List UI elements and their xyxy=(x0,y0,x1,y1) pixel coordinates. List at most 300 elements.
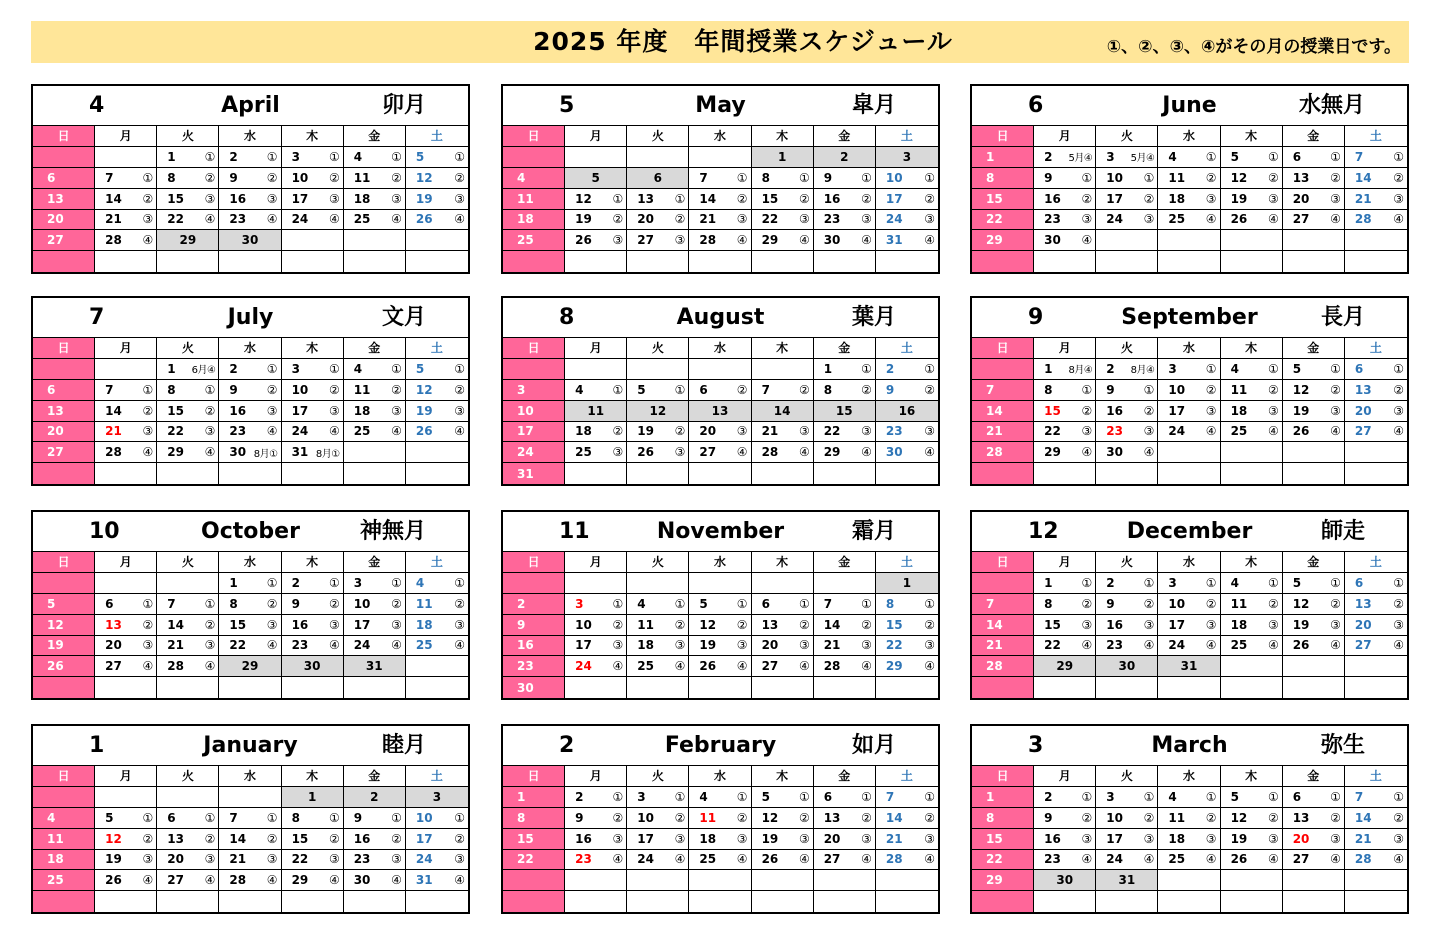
day-cell xyxy=(752,615,814,636)
sunday-cell xyxy=(33,442,95,463)
day-number: 24 xyxy=(1106,852,1123,867)
weekday-header: 金 xyxy=(1283,126,1345,147)
day-cell xyxy=(1221,380,1283,401)
day-number: 18 xyxy=(1230,403,1248,418)
day-number: 24 xyxy=(1168,638,1186,653)
day-number: 8 xyxy=(517,810,526,825)
day-cell xyxy=(1283,594,1345,615)
day-cell xyxy=(1096,636,1158,657)
class-mark: ④ xyxy=(391,638,402,653)
class-mark: ③ xyxy=(328,191,340,206)
day-cell xyxy=(95,422,157,443)
sunday-cell xyxy=(972,210,1034,231)
day-number: 3 xyxy=(432,789,442,804)
day-number: 4 xyxy=(637,596,646,611)
weekday-header: 月 xyxy=(565,552,627,573)
day-number: 8 xyxy=(823,382,833,397)
month-name: May xyxy=(695,93,746,118)
day-number: 15 xyxy=(291,831,309,846)
day-number: 14 xyxy=(986,403,1003,418)
day-cell xyxy=(282,380,344,401)
day-cell xyxy=(219,422,281,443)
day-cell xyxy=(1034,636,1096,657)
day-number: 16 xyxy=(517,638,534,653)
day-cell xyxy=(1221,808,1283,829)
day-cell xyxy=(1158,380,1220,401)
day-cell xyxy=(876,615,938,636)
day-cell xyxy=(627,594,689,615)
day-cell xyxy=(876,870,938,891)
day-cell xyxy=(1158,891,1220,912)
day-number: 13 xyxy=(1292,810,1310,825)
day-number: 1 xyxy=(229,575,238,590)
sunday-cell xyxy=(33,401,95,422)
sunday-cell xyxy=(503,870,565,891)
class-mark: ③ xyxy=(1393,191,1404,206)
day-cell xyxy=(1221,850,1283,871)
class-mark: ④ xyxy=(1143,445,1155,460)
day-number: 21 xyxy=(823,638,841,653)
day-cell xyxy=(565,230,627,251)
weekday-header: 火 xyxy=(627,338,689,359)
day-number: 27 xyxy=(1292,212,1310,227)
day-number: 2 xyxy=(1044,789,1053,804)
class-mark: ② xyxy=(1081,810,1093,825)
weekday-header: 木 xyxy=(752,766,814,787)
day-number: 30 xyxy=(303,659,321,674)
day-cell xyxy=(689,168,751,189)
sunday-cell xyxy=(33,210,95,231)
day-cell xyxy=(344,787,406,808)
day-number: 20 xyxy=(1292,191,1310,206)
day-number: 4 xyxy=(1168,149,1177,164)
day-cell xyxy=(814,230,876,251)
class-mark: ① xyxy=(1143,575,1155,590)
day-number: 31 xyxy=(1118,873,1136,888)
day-number: 5 xyxy=(591,170,600,185)
day-cell xyxy=(344,168,406,189)
weekday-header: 木 xyxy=(282,126,344,147)
day-cell xyxy=(95,594,157,615)
weekday-header: 火 xyxy=(1096,338,1158,359)
sunday-cell xyxy=(503,168,565,189)
day-cell xyxy=(1034,594,1096,615)
day-number: 11 xyxy=(353,382,371,397)
day-cell xyxy=(814,677,876,698)
class-mark: ④ xyxy=(798,233,810,248)
day-cell xyxy=(1283,850,1345,871)
class-mark: ① xyxy=(1393,361,1404,376)
day-number: 6 xyxy=(1354,361,1364,376)
day-number: 9 xyxy=(517,617,526,632)
month-name: October xyxy=(201,519,300,544)
day-cell xyxy=(95,401,157,422)
day-cell xyxy=(406,230,468,251)
day-cell xyxy=(1345,251,1407,272)
day-number: 17 xyxy=(517,424,534,439)
day-cell xyxy=(565,442,627,463)
day-cell xyxy=(344,808,406,829)
day-cell xyxy=(1283,147,1345,168)
day-cell xyxy=(1034,230,1096,251)
day-number: 20 xyxy=(167,852,184,867)
day-number: 24 xyxy=(885,212,903,227)
day-cell xyxy=(565,870,627,891)
weekday-header: 水 xyxy=(219,126,281,147)
day-number: 21 xyxy=(986,638,1003,653)
sunday-cell xyxy=(33,422,95,443)
class-mark: ③ xyxy=(142,212,154,227)
class-mark: ② xyxy=(1143,403,1155,418)
day-cell xyxy=(1096,251,1158,272)
class-mark: ③ xyxy=(328,617,340,632)
day-cell xyxy=(1283,573,1345,594)
class-mark: ② xyxy=(1330,596,1341,611)
month-name: November xyxy=(656,519,785,544)
day-cell xyxy=(876,677,938,698)
day-cell xyxy=(1221,359,1283,380)
sunday-cell xyxy=(972,636,1034,657)
day-cell xyxy=(627,189,689,210)
day-cell xyxy=(814,251,876,272)
day-number: 29 xyxy=(986,873,1003,888)
class-mark: ① xyxy=(1205,789,1217,804)
day-number: 20 xyxy=(1354,403,1372,418)
day-number: 26 xyxy=(415,212,433,227)
day-cell xyxy=(1221,787,1283,808)
day-number: 9 xyxy=(1106,596,1115,611)
day-cell xyxy=(876,230,938,251)
day-cell xyxy=(1283,401,1345,422)
day-cell xyxy=(627,850,689,871)
day-cell xyxy=(219,870,281,891)
class-mark: ③ xyxy=(861,638,872,653)
class-mark: ④ xyxy=(924,659,935,674)
month-japanese-name: 師走 xyxy=(1320,519,1365,544)
day-number: 9 xyxy=(1106,382,1115,397)
weekday-header: 木 xyxy=(1221,766,1283,787)
class-mark: ④ xyxy=(266,212,278,227)
class-mark: ② xyxy=(1267,170,1279,185)
class-mark: ③ xyxy=(1267,191,1279,206)
class-mark: ① xyxy=(391,361,402,376)
month-name: March xyxy=(1151,733,1228,758)
class-mark: ③ xyxy=(391,403,402,418)
class-mark: ② xyxy=(266,831,278,846)
day-cell xyxy=(406,615,468,636)
weekday-header: 日 xyxy=(972,126,1034,147)
day-cell xyxy=(95,189,157,210)
day-cell xyxy=(344,230,406,251)
class-mark: ③ xyxy=(1205,191,1217,206)
day-cell xyxy=(157,636,219,657)
day-number: 7 xyxy=(167,596,176,611)
class-mark: ② xyxy=(924,382,935,397)
weekday-header: 金 xyxy=(814,552,876,573)
weekday-header: 火 xyxy=(627,766,689,787)
day-cell xyxy=(689,656,751,677)
day-cell xyxy=(1096,189,1158,210)
weekday-header: 土 xyxy=(876,338,938,359)
sunday-cell xyxy=(972,808,1034,829)
day-number: 27 xyxy=(167,873,184,888)
day-cell xyxy=(689,787,751,808)
class-mark: ② xyxy=(1267,810,1279,825)
day-number: 13 xyxy=(1354,596,1372,611)
day-number: 24 xyxy=(1106,212,1123,227)
day-cell xyxy=(814,573,876,594)
day-number: 21 xyxy=(986,424,1003,439)
day-number: 2 xyxy=(370,789,379,804)
weekday-header: 月 xyxy=(1034,552,1096,573)
day-cell xyxy=(1034,615,1096,636)
day-cell xyxy=(1345,891,1407,912)
day-number: 18 xyxy=(517,212,534,227)
day-cell xyxy=(282,850,344,871)
class-mark: ③ xyxy=(924,424,935,439)
class-mark: ② xyxy=(454,831,465,846)
day-cell xyxy=(1158,168,1220,189)
day-number: 9 xyxy=(1044,810,1053,825)
day-cell xyxy=(1221,168,1283,189)
sunday-cell xyxy=(33,615,95,636)
month-days-grid xyxy=(33,338,468,484)
day-number: 19 xyxy=(105,852,122,867)
day-cell xyxy=(1345,829,1407,850)
sunday-cell xyxy=(33,168,95,189)
weekday-header: 月 xyxy=(95,766,157,787)
month-number: 2 xyxy=(559,733,575,758)
day-number: 7 xyxy=(986,382,995,397)
day-cell xyxy=(565,677,627,698)
day-number: 22 xyxy=(885,638,903,653)
day-number: 3 xyxy=(575,596,584,611)
class-mark: ② xyxy=(328,382,340,397)
class-mark: ③ xyxy=(798,638,810,653)
class-mark: ③ xyxy=(924,831,935,846)
day-cell xyxy=(344,210,406,231)
day-number: 26 xyxy=(575,233,592,248)
day-number: 22 xyxy=(167,212,184,227)
class-mark: ④ xyxy=(142,445,154,460)
day-number: 28 xyxy=(229,873,247,888)
day-cell xyxy=(282,829,344,850)
day-number: 2 xyxy=(229,149,238,164)
day-cell xyxy=(406,891,468,912)
class-mark: ② xyxy=(454,170,465,185)
sunday-cell xyxy=(972,594,1034,615)
month-name: August xyxy=(676,305,765,330)
day-cell xyxy=(565,594,627,615)
day-number: 22 xyxy=(823,424,841,439)
class-mark: ② xyxy=(798,617,810,632)
weekday-header: 月 xyxy=(95,338,157,359)
day-number: 23 xyxy=(1106,424,1123,439)
day-number: 15 xyxy=(835,403,853,418)
class-mark: ④ xyxy=(798,659,810,674)
weekday-header: 金 xyxy=(1283,552,1345,573)
class-mark: ④ xyxy=(924,852,935,867)
class-mark: ② xyxy=(266,170,278,185)
day-cell xyxy=(752,189,814,210)
day-number: 9 xyxy=(575,810,584,825)
day-cell xyxy=(406,147,468,168)
day-number: 16 xyxy=(575,831,592,846)
day-cell xyxy=(565,168,627,189)
class-mark: ② xyxy=(142,831,154,846)
day-number: 2 xyxy=(885,361,895,376)
day-number: 25 xyxy=(1230,424,1248,439)
month-panel xyxy=(970,84,1409,274)
day-cell xyxy=(1283,829,1345,850)
sunday-cell xyxy=(503,380,565,401)
sunday-cell xyxy=(972,615,1034,636)
class-mark: ① xyxy=(924,596,935,611)
class-mark: ③ xyxy=(1081,617,1093,632)
day-cell xyxy=(1034,189,1096,210)
day-number: 5 xyxy=(1230,789,1239,804)
month-japanese-name: 皐月 xyxy=(851,93,896,118)
day-cell xyxy=(406,656,468,677)
day-cell xyxy=(406,829,468,850)
day-cell xyxy=(752,359,814,380)
day-cell xyxy=(1345,422,1407,443)
day-number: 17 xyxy=(415,831,433,846)
day-cell xyxy=(752,677,814,698)
day-number: 13 xyxy=(105,617,122,632)
day-number: 10 xyxy=(885,170,903,185)
day-number: 12 xyxy=(649,403,667,418)
class-mark: ④ xyxy=(1267,424,1279,439)
sunday-cell xyxy=(503,594,565,615)
day-cell xyxy=(406,787,468,808)
month-japanese-name: 文月 xyxy=(381,305,426,330)
month-name: June xyxy=(1162,93,1217,118)
class-mark: ④ xyxy=(204,659,216,674)
day-number: 15 xyxy=(885,617,903,632)
day-number: 27 xyxy=(699,445,717,460)
day-number: 18 xyxy=(47,852,64,867)
class-mark: ① xyxy=(454,361,465,376)
day-number: 26 xyxy=(761,852,779,867)
day-cell xyxy=(1034,147,1096,168)
day-number: 21 xyxy=(229,852,247,867)
day-number: 10 xyxy=(637,810,654,825)
day-number: 27 xyxy=(761,659,779,674)
day-cell xyxy=(157,230,219,251)
day-number: 19 xyxy=(637,424,654,439)
month-number: 11 xyxy=(559,519,590,544)
day-cell xyxy=(689,463,751,484)
class-mark: ① xyxy=(328,810,340,825)
day-cell xyxy=(565,615,627,636)
sunday-cell xyxy=(972,189,1034,210)
class-mark: ③ xyxy=(1205,831,1217,846)
day-cell xyxy=(219,251,281,272)
class-mark: ① xyxy=(798,596,810,611)
class-mark: ④ xyxy=(1267,852,1279,867)
day-cell xyxy=(157,251,219,272)
day-cell xyxy=(282,210,344,231)
day-number: 23 xyxy=(517,659,534,674)
day-cell xyxy=(1158,442,1220,463)
weekday-header: 水 xyxy=(689,338,751,359)
day-number: 11 xyxy=(637,617,654,632)
day-cell xyxy=(876,422,938,443)
sunday-cell xyxy=(503,210,565,231)
day-cell xyxy=(752,829,814,850)
day-cell xyxy=(627,230,689,251)
class-mark: ③ xyxy=(266,852,278,867)
class-mark: ② xyxy=(1330,170,1341,185)
sunday-cell xyxy=(972,850,1034,871)
day-number: 16 xyxy=(229,191,247,206)
class-mark: ② xyxy=(861,382,872,397)
month-panel xyxy=(501,724,940,914)
weekday-header: 日 xyxy=(972,338,1034,359)
day-cell xyxy=(1096,829,1158,850)
day-number: 26 xyxy=(1230,852,1248,867)
sunday-cell xyxy=(503,230,565,251)
day-cell xyxy=(344,401,406,422)
day-number: 27 xyxy=(1292,852,1310,867)
day-number: 19 xyxy=(47,638,64,653)
day-number: 8 xyxy=(229,596,238,611)
day-cell xyxy=(157,147,219,168)
day-cell xyxy=(1345,168,1407,189)
weekday-header: 水 xyxy=(689,126,751,147)
class-mark: 8月④ xyxy=(1130,365,1155,377)
day-number: 24 xyxy=(291,212,309,227)
day-cell xyxy=(1345,230,1407,251)
sunday-cell xyxy=(33,230,95,251)
day-number: 23 xyxy=(1044,852,1061,867)
day-number: 27 xyxy=(47,445,64,460)
day-cell xyxy=(406,210,468,231)
day-cell xyxy=(627,573,689,594)
day-number: 30 xyxy=(517,680,534,695)
day-cell xyxy=(627,636,689,657)
day-cell xyxy=(752,891,814,912)
day-cell xyxy=(1221,230,1283,251)
day-cell xyxy=(95,850,157,871)
day-cell xyxy=(627,210,689,231)
class-mark: ① xyxy=(454,810,465,825)
class-mark: ③ xyxy=(1393,831,1404,846)
class-mark: ④ xyxy=(1393,212,1404,227)
weekday-header: 水 xyxy=(689,552,751,573)
weekday-header: 木 xyxy=(1221,338,1283,359)
sunday-cell xyxy=(33,380,95,401)
weekday-header: 木 xyxy=(282,338,344,359)
class-mark: ④ xyxy=(204,445,216,460)
day-cell xyxy=(406,442,468,463)
day-cell xyxy=(627,422,689,443)
class-mark: ② xyxy=(204,831,216,846)
class-mark: ② xyxy=(1330,382,1341,397)
day-cell xyxy=(814,380,876,401)
day-number: 25 xyxy=(1230,638,1248,653)
class-mark: ② xyxy=(736,382,748,397)
day-cell xyxy=(814,189,876,210)
day-number: 12 xyxy=(1292,596,1310,611)
class-mark: ② xyxy=(798,191,810,206)
day-number: 15 xyxy=(761,191,779,206)
day-number: 29 xyxy=(761,233,779,248)
class-mark: ④ xyxy=(861,445,872,460)
day-cell xyxy=(752,850,814,871)
class-mark: ③ xyxy=(861,212,872,227)
